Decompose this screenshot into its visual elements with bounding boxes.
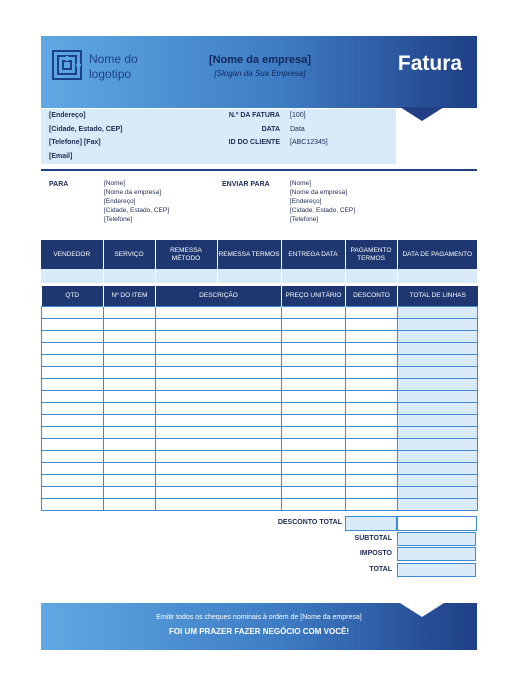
- item-cell[interactable]: [42, 486, 104, 498]
- item-cell[interactable]: [104, 486, 156, 498]
- company-name: [Nome da empresa]: [208, 54, 312, 66]
- item-cell[interactable]: [104, 474, 156, 486]
- item-cell[interactable]: [398, 498, 478, 510]
- item-cell[interactable]: [42, 438, 104, 450]
- item-cell[interactable]: [156, 354, 282, 366]
- item-cell[interactable]: [156, 474, 282, 486]
- ship-to-name[interactable]: [Nome]: [290, 180, 311, 187]
- item-cell[interactable]: [346, 450, 398, 462]
- item-row: [42, 426, 478, 438]
- email: [Email]: [49, 153, 73, 160]
- item-cell[interactable]: [398, 366, 478, 378]
- item-cell[interactable]: [282, 306, 346, 318]
- bill-to-label: PARA: [49, 181, 69, 188]
- bill-to-company[interactable]: [Nome da empresa]: [104, 189, 162, 196]
- item-cell[interactable]: [156, 318, 282, 330]
- item-cell[interactable]: [346, 378, 398, 390]
- item-row: [42, 330, 478, 342]
- col-delivery-date: ENTREGA DATA: [281, 240, 345, 269]
- item-cell[interactable]: [282, 426, 346, 438]
- item-cell[interactable]: [282, 438, 346, 450]
- item-cell[interactable]: [104, 330, 156, 342]
- shipping-cell[interactable]: [345, 269, 397, 283]
- item-cell[interactable]: [156, 414, 282, 426]
- item-cell[interactable]: [42, 354, 104, 366]
- col-unit-price: PREÇO UNITÁRIO: [282, 286, 346, 306]
- col-ship-method: REMESSA MÉTODO: [155, 240, 217, 269]
- shipping-cell[interactable]: [217, 269, 281, 283]
- item-cell[interactable]: [346, 438, 398, 450]
- item-cell[interactable]: [42, 474, 104, 486]
- item-row: [42, 378, 478, 390]
- item-cell[interactable]: [104, 450, 156, 462]
- item-cell[interactable]: [42, 390, 104, 402]
- subtotal-value[interactable]: [397, 532, 476, 546]
- item-cell[interactable]: [398, 318, 478, 330]
- col-service: SERVIÇO: [103, 240, 155, 269]
- total-value[interactable]: [397, 563, 476, 577]
- item-cell[interactable]: [104, 426, 156, 438]
- item-cell[interactable]: [282, 486, 346, 498]
- phone-fax: [Telefone] [Fax]: [49, 139, 101, 146]
- bill-to-block: [104, 179, 169, 224]
- col-ship-terms: REMESSA TERMOS: [217, 240, 281, 269]
- bill-to-city[interactable]: [Cidade, Estado, CEP]: [104, 207, 170, 214]
- item-cell[interactable]: [104, 402, 156, 414]
- item-cell[interactable]: [104, 342, 156, 354]
- item-cell[interactable]: [282, 390, 346, 402]
- item-cell[interactable]: [398, 462, 478, 474]
- item-cell[interactable]: [156, 486, 282, 498]
- item-cell[interactable]: [398, 354, 478, 366]
- item-cell[interactable]: [282, 342, 346, 354]
- item-cell[interactable]: [282, 330, 346, 342]
- col-description: DESCRIÇÃO: [156, 286, 282, 306]
- date-value[interactable]: Data: [290, 126, 305, 133]
- total-label: TOTAL: [369, 566, 392, 573]
- item-cell[interactable]: [398, 450, 478, 462]
- item-cell[interactable]: [398, 414, 478, 426]
- item-cell[interactable]: [282, 498, 346, 510]
- item-cell[interactable]: [346, 486, 398, 498]
- item-cell[interactable]: [282, 414, 346, 426]
- item-cell[interactable]: [346, 498, 398, 510]
- checks-note: Emitir todos os cheques nominais à ordem de [Nome da empresa]: [156, 614, 362, 621]
- item-cell[interactable]: [156, 390, 282, 402]
- invoice-number-value[interactable]: [100]: [290, 112, 306, 119]
- item-cell[interactable]: [156, 438, 282, 450]
- item-cell[interactable]: [156, 306, 282, 318]
- item-cell[interactable]: [346, 354, 398, 366]
- item-cell[interactable]: [346, 318, 398, 330]
- ship-to-label: ENVIAR PARA: [222, 181, 270, 188]
- item-row: [42, 366, 478, 378]
- item-cell[interactable]: [156, 426, 282, 438]
- address-line: [Endereço]: [49, 112, 86, 119]
- item-cell[interactable]: [346, 342, 398, 354]
- logo-text: Nome do logotipo: [89, 52, 138, 81]
- item-cell[interactable]: [156, 330, 282, 342]
- item-cell[interactable]: [282, 354, 346, 366]
- item-cell[interactable]: [104, 498, 156, 510]
- item-row: [42, 390, 478, 402]
- shipping-cell[interactable]: [41, 269, 103, 283]
- tax-label: IMPOSTO: [359, 550, 392, 557]
- item-row: [42, 414, 478, 426]
- col-qty: QTD: [42, 286, 104, 306]
- item-cell[interactable]: [156, 498, 282, 510]
- item-cell[interactable]: [156, 366, 282, 378]
- item-cell[interactable]: [282, 402, 346, 414]
- item-row: [42, 402, 478, 414]
- item-cell[interactable]: [346, 426, 398, 438]
- item-row: [42, 318, 478, 330]
- divider: [41, 169, 477, 171]
- shipping-row: [41, 269, 477, 283]
- company-slogan: [Slogan da Sua Empresa]: [214, 69, 306, 78]
- shipping-cell[interactable]: [397, 269, 477, 283]
- item-cell[interactable]: [346, 414, 398, 426]
- item-row: [42, 450, 478, 462]
- shipping-cell[interactable]: [281, 269, 345, 283]
- item-cell[interactable]: [104, 378, 156, 390]
- item-cell[interactable]: [42, 450, 104, 462]
- bill-to-phone[interactable]: [Telefone]: [104, 216, 133, 223]
- item-row: [42, 474, 478, 486]
- item-cell[interactable]: [156, 378, 282, 390]
- item-cell[interactable]: [398, 306, 478, 318]
- discount-total-line[interactable]: [397, 516, 477, 531]
- item-cell[interactable]: [104, 354, 156, 366]
- item-cell[interactable]: [398, 330, 478, 342]
- col-line-total: TOTAL DE LINHAS: [398, 286, 478, 306]
- item-cell[interactable]: [398, 390, 478, 402]
- subtotal-label: SUBTOTAL: [354, 535, 392, 542]
- ship-to-block: [290, 179, 355, 224]
- item-cell[interactable]: [42, 330, 104, 342]
- item-cell[interactable]: [346, 474, 398, 486]
- item-cell[interactable]: [398, 378, 478, 390]
- item-cell[interactable]: [282, 366, 346, 378]
- item-cell[interactable]: [42, 462, 104, 474]
- item-cell[interactable]: [346, 330, 398, 342]
- city-state-zip: [Cidade, Estado, CEP]: [49, 126, 123, 133]
- invoice-number-label: N.º DA FATURA: [228, 112, 280, 119]
- item-cell[interactable]: [398, 402, 478, 414]
- shipping-table: [41, 240, 477, 283]
- ship-to-address[interactable]: [Endereço]: [290, 198, 322, 205]
- discount-total-value[interactable]: [345, 516, 397, 531]
- item-cell[interactable]: [282, 318, 346, 330]
- shipping-cell[interactable]: [103, 269, 155, 283]
- item-cell[interactable]: [398, 426, 478, 438]
- item-row: [42, 462, 478, 474]
- item-cell[interactable]: [346, 306, 398, 318]
- item-cell[interactable]: [42, 426, 104, 438]
- item-cell[interactable]: [346, 402, 398, 414]
- item-cell[interactable]: [42, 378, 104, 390]
- date-label: DATA: [261, 126, 280, 133]
- item-cell[interactable]: [282, 474, 346, 486]
- item-cell[interactable]: [104, 390, 156, 402]
- item-row: [42, 354, 478, 366]
- item-cell[interactable]: [156, 342, 282, 354]
- item-cell[interactable]: [104, 462, 156, 474]
- item-cell[interactable]: [104, 306, 156, 318]
- item-row: [42, 306, 478, 318]
- ship-to-phone[interactable]: [Telefone]: [290, 216, 319, 223]
- thank-you-message: FOI UM PRAZER FAZER NEGÓCIO COM VOCÊ!: [168, 627, 349, 636]
- item-row: [42, 498, 478, 510]
- item-cell[interactable]: [42, 342, 104, 354]
- item-cell[interactable]: [104, 438, 156, 450]
- item-cell[interactable]: [42, 306, 104, 318]
- col-vendor: VENDEDOR: [41, 240, 103, 269]
- shipping-cell[interactable]: [155, 269, 217, 283]
- item-cell[interactable]: [104, 414, 156, 426]
- col-discount: DESCONTO: [346, 286, 398, 306]
- item-cell[interactable]: [104, 366, 156, 378]
- discount-total-label: DESCONTO TOTAL: [277, 519, 342, 526]
- item-cell[interactable]: [42, 318, 104, 330]
- item-cell[interactable]: [398, 474, 478, 486]
- header-notch: [400, 107, 444, 121]
- item-row: [42, 342, 478, 354]
- col-item-number: Nº DO ITEM: [104, 286, 156, 306]
- col-payment-date: DATA DE PAGAMENTO: [397, 240, 477, 269]
- item-cell[interactable]: [398, 342, 478, 354]
- item-cell[interactable]: [42, 498, 104, 510]
- document-title: Fatura: [397, 52, 463, 75]
- col-payment-terms: PAGAMENTO TERMOS: [345, 240, 397, 269]
- item-cell[interactable]: [346, 462, 398, 474]
- item-cell[interactable]: [42, 402, 104, 414]
- item-cell[interactable]: [156, 450, 282, 462]
- item-cell[interactable]: [398, 486, 478, 498]
- customer-id-value[interactable]: [ABC12345]: [290, 139, 328, 146]
- item-cell[interactable]: [282, 450, 346, 462]
- item-cell[interactable]: [282, 462, 346, 474]
- customer-id-label: ID DO CLIENTE: [228, 139, 280, 146]
- item-cell[interactable]: [398, 438, 478, 450]
- bill-to-name[interactable]: [Nome]: [104, 180, 125, 187]
- item-cell[interactable]: [104, 318, 156, 330]
- item-cell[interactable]: [156, 402, 282, 414]
- item-row: [42, 438, 478, 450]
- ship-to-city[interactable]: [Cidade, Estado, CEP]: [290, 207, 356, 214]
- logo-maze-icon: [52, 50, 82, 80]
- item-cell[interactable]: [42, 366, 104, 378]
- item-cell[interactable]: [346, 366, 398, 378]
- items-table: [41, 286, 478, 511]
- item-cell[interactable]: [156, 462, 282, 474]
- item-row: [42, 486, 478, 498]
- ship-to-company[interactable]: [Nome da empresa]: [290, 189, 348, 196]
- item-cell[interactable]: [282, 378, 346, 390]
- tax-value[interactable]: [397, 547, 476, 561]
- item-cell[interactable]: [346, 390, 398, 402]
- bill-to-address[interactable]: [Endereço]: [104, 198, 136, 205]
- item-cell[interactable]: [42, 414, 104, 426]
